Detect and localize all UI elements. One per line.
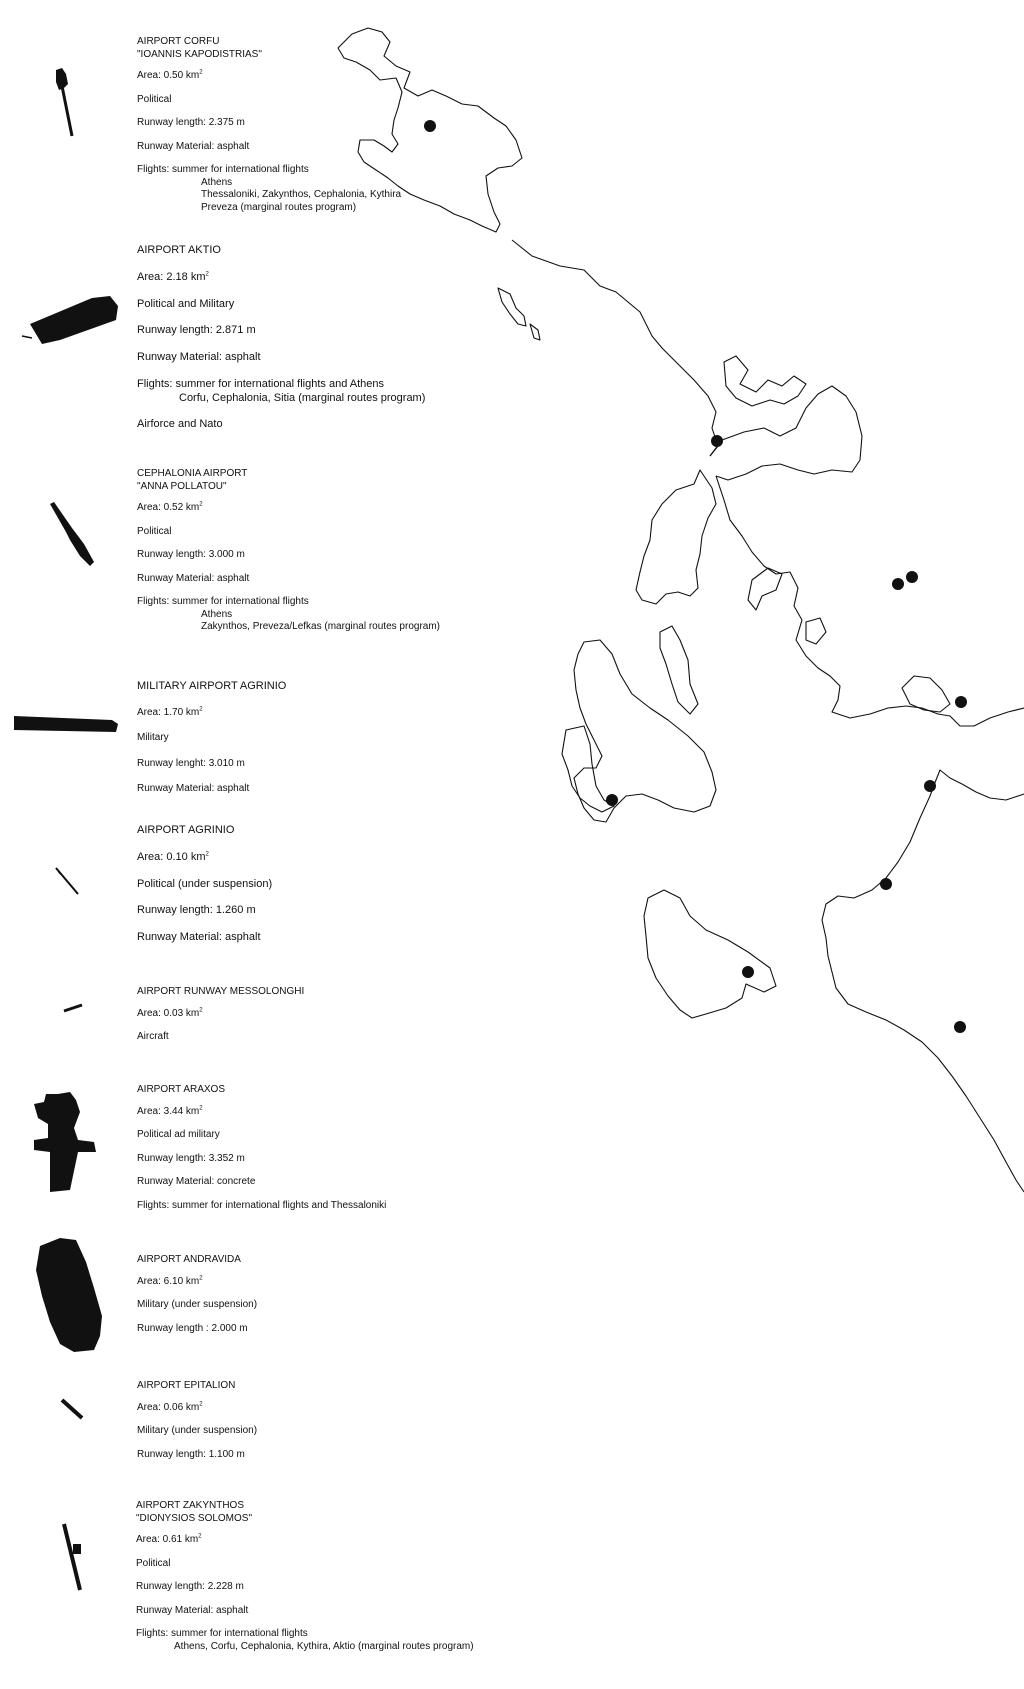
airport-runway-length: Runway length: 1.260 m: [137, 904, 256, 917]
footprint-andravida: [34, 1236, 106, 1354]
airport-area: Area: 0.50 $km^2$: [137, 69, 203, 81]
airport-dot-messolonghi[interactable]: [955, 696, 967, 708]
footprint-aktio: [20, 292, 120, 352]
airport-title: MILITARY AIRPORT AGRINIO: [137, 680, 287, 692]
ithaca-island: [660, 626, 698, 714]
airport-dot-corfu[interactable]: [424, 120, 436, 132]
airport-flights: Flights: summer for international flights Athens Zakynthos, Preveza/Lefkas (marginal routes program): [137, 596, 440, 632]
airport-runway-material: Runway Material: asphalt: [136, 1604, 249, 1616]
airport-extra: Airforce and Nato: [137, 418, 223, 431]
airport-area: Area: 1.70 $km^2$: [137, 706, 203, 718]
entry-messolonghi: [137, 986, 304, 1055]
ambracian-gulf-coast: [710, 386, 862, 480]
footprint-zakynthos: [58, 1522, 94, 1594]
airport-runway-material: Runway Material: asphalt: [137, 351, 261, 363]
airport-runway-material: Runway Material: asphalt: [137, 572, 250, 584]
airport-runway-length: Runway length: 2.375 m: [137, 117, 245, 128]
airport-use: Military (under suspension): [137, 1425, 258, 1436]
airport-area: Area: 0.10 $km^2$: [137, 850, 209, 863]
airport-use: Political ad military: [137, 1129, 220, 1140]
airport-use: Political: [137, 525, 172, 537]
airport-runway-length: Runway length : 2.000 m: [137, 1322, 248, 1334]
airport-title: AIRPORT RUNWAY MESSOLONGHI: [137, 986, 305, 997]
airport-flights: Flights: summer for international flights Athens Thessaloniki, Zakynthos, Cephalonia, Kythira Preveza (marginal routes program): [137, 164, 402, 213]
entry-aktio: [137, 244, 425, 445]
airport-dot-aktio[interactable]: [711, 435, 723, 447]
airport-area: Area: 3.44 $km^2$: [137, 1105, 203, 1117]
airport-title: AIRPORT CORFU "IOANNIS KAPODISTRIAS": [137, 36, 262, 60]
airport-dot-epitalion[interactable]: [954, 1021, 966, 1033]
airport-use: Military (under suspension): [137, 1299, 258, 1310]
airport-dot-zakynthos[interactable]: [742, 966, 754, 978]
airport-use: Political: [136, 1557, 171, 1569]
airport-runway-material: Runway Material: asphalt: [137, 140, 250, 152]
airport-flights: Flights: summer for international flights Athens, Corfu, Cephalonia, Kythira, Aktio (marginal routes program): [136, 1628, 474, 1652]
aitoloakarnania-coast: [716, 476, 1024, 726]
airport-title: AIRPORT AKTIO: [137, 244, 221, 256]
footprint-agrinio: [54, 866, 84, 900]
zakynthos-island: [644, 890, 776, 1018]
airport-runway-length: Runway length: 2.228 m: [136, 1581, 244, 1592]
airport-title: AIRPORT ZAKYNTHOS "DIONYSIOS SOLOMOS": [136, 1500, 253, 1524]
airport-area: Area: 0.52 $km^2$: [137, 501, 203, 513]
cephalonia-island: [574, 640, 716, 822]
entry-cephalonia: [137, 468, 440, 645]
entry-military-agrinio: [137, 680, 286, 809]
footprint-araxos: [30, 1090, 100, 1200]
airport-runway-material: Runway Material: asphalt: [137, 783, 250, 795]
airport-flights: Flights: summer for international flights and Athens Corfu, Cephalonia, Sitia (marginal routes program): [137, 377, 426, 404]
airport-area: Area: 0.03 $km^2$: [137, 1007, 203, 1019]
entry-corfu: [137, 36, 401, 214]
airport-runway-length: Runway length: 1.100 m: [137, 1448, 245, 1460]
airport-title: CEPHALONIA AIRPORT "ANNA POLLATOU": [137, 468, 248, 492]
peloponnese-coast: [822, 770, 1024, 1192]
airport-runway-length: Runway length: 3.000 m: [137, 549, 245, 560]
airport-use: Political (under suspension): [137, 877, 273, 890]
footprint-messolonghi: [62, 1002, 86, 1014]
entry-epitalion: [137, 1380, 257, 1472]
airport-use: Political: [137, 93, 172, 105]
entry-araxos: [137, 1084, 386, 1223]
airport-title: AIRPORT AGRINIO: [137, 824, 235, 836]
entry-agrinio: [137, 824, 272, 958]
airport-area: Area: 0.61 $km^2$: [136, 1533, 202, 1545]
airport-use: Aircraft: [137, 1031, 169, 1042]
lefkada-island: [636, 470, 716, 604]
airport-use: Military: [137, 732, 169, 744]
airport-title: AIRPORT ARAXOS: [137, 1084, 225, 1095]
airport-area: Area: 2.18 $km^2$: [137, 270, 209, 283]
entry-zakynthos: [136, 1500, 474, 1653]
footprint-cephalonia: [46, 500, 96, 570]
airport-title: AIRPORT ANDRAVIDA: [137, 1254, 241, 1265]
footprint-epitalion: [58, 1396, 88, 1426]
airport-flights: Flights: summer for international flights and Thessaloniki: [137, 1199, 387, 1211]
airport-runway-material: Runway Material: asphalt: [137, 931, 261, 943]
paxos-islet: [498, 288, 526, 326]
airport-area: Area: 6.10 $km^2$: [137, 1275, 203, 1287]
footprint-military-agrinio: [12, 712, 122, 736]
airport-dot-cephalonia[interactable]: [606, 794, 618, 806]
airport-area: Area: 0.06 $km^2$: [137, 1401, 203, 1413]
airport-runway-length: Runway lenght: 3.010 m: [137, 757, 245, 769]
airport-dot-agrinio-b[interactable]: [906, 571, 918, 583]
footprint-corfu: [48, 64, 88, 144]
airport-dot-andravida[interactable]: [880, 878, 892, 890]
airport-dot-agrinio-a[interactable]: [892, 578, 904, 590]
kalamos-islet: [806, 618, 826, 644]
airport-title: AIRPORT EPITALION: [137, 1380, 236, 1391]
airport-runway-length: Runway length: 2.871 m: [137, 324, 256, 337]
airport-runway-material: Runway Material: concrete: [137, 1176, 256, 1187]
airport-dot-araxos[interactable]: [924, 780, 936, 792]
entry-andravida: [137, 1254, 257, 1346]
airport-use: Political and Military: [137, 297, 235, 310]
gulf-inner-shore: [724, 356, 806, 406]
airport-runway-length: Runway length: 3.352 m: [137, 1152, 245, 1164]
mainland-coast-north: [512, 240, 718, 456]
antipaxos-islet: [530, 324, 540, 340]
